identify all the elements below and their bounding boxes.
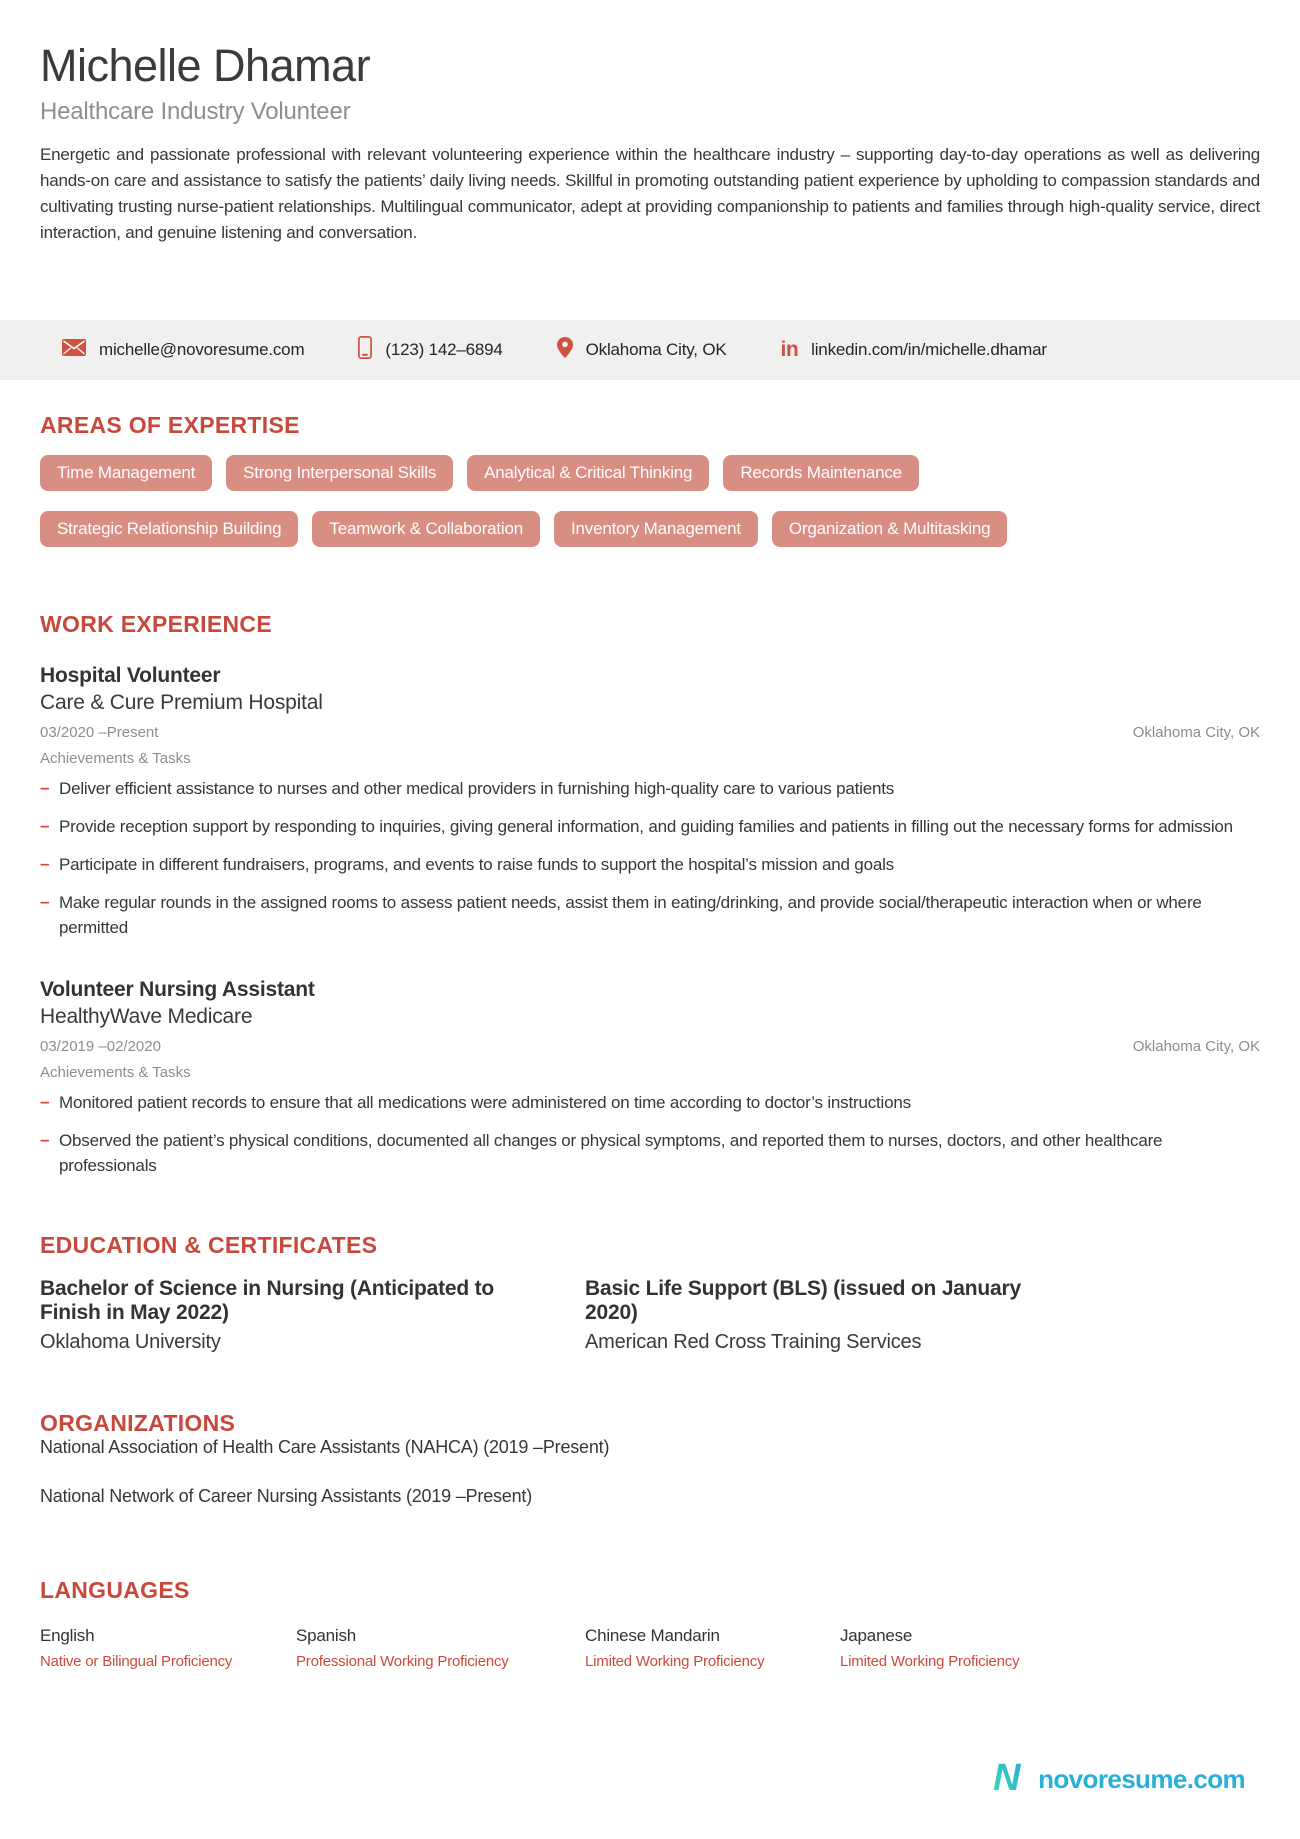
language-name: English <box>40 1626 95 1646</box>
expertise-tag: Records Maintenance <box>723 455 919 491</box>
languages-grid <box>40 1626 1260 1670</box>
job-bullets <box>40 776 1260 940</box>
linkedin-icon: in <box>780 338 799 362</box>
contact-linkedin <box>780 339 1046 360</box>
job-company: HealthyWave Medicare <box>40 1004 253 1028</box>
job-entry <box>40 978 1260 1178</box>
work-heading: WORK EXPERIENCE <box>40 610 272 637</box>
candidate-name: Michelle Dhamar <box>40 40 371 91</box>
language-name: Chinese Mandarin <box>585 1626 720 1646</box>
education-degree: Bachelor of Science in Nursing (Anticipated to Finish in May 2022) <box>40 1276 495 1325</box>
job-location: Oklahoma City, OK <box>1132 723 1260 741</box>
education-grid <box>40 1277 1260 1355</box>
job-dates: 03/2020 –Present <box>40 723 159 741</box>
logo-letter: N <box>993 1758 1021 1796</box>
expertise-tag: Strong Interpersonal Skills <box>226 455 453 491</box>
education-school: American Red Cross Training Services <box>585 1331 922 1354</box>
brand-text: novoresume.com <box>1038 1764 1245 1794</box>
expertise-tag: Organization & Multitasking <box>772 511 1008 547</box>
expertise-tag: Inventory Management <box>554 511 758 547</box>
expertise-tag: Time Management <box>40 455 212 491</box>
language-level: Limited Working Proficiency <box>840 1653 1020 1671</box>
education-degree: Basic Life Support (BLS) (issued on January 2020) <box>585 1276 1021 1325</box>
job-bullet: – Observed the patient’s physical conditions, documented all changes or physical symptoms, and reported them to nurses, doctors, and other healthcare professionals <box>40 1128 1260 1178</box>
language-level: Professional Working Proficiency <box>296 1653 509 1671</box>
job-meta <box>40 1038 1260 1055</box>
email-icon <box>62 339 86 361</box>
header <box>0 0 1300 276</box>
contact-phone <box>358 336 502 364</box>
contact-email-text: michelle@novoresume.com <box>99 339 305 359</box>
organization-item: National Network of Career Nursing Assistants (2019 –Present) <box>40 1486 533 1507</box>
job-title: Hospital Volunteer <box>40 663 221 687</box>
expertise-tag: Analytical & Critical Thinking <box>467 455 709 491</box>
language-item <box>296 1626 585 1670</box>
contact-location-text: Oklahoma City, OK <box>585 339 727 359</box>
language-level: Limited Working Proficiency <box>585 1653 765 1671</box>
language-item <box>585 1626 840 1670</box>
job-entry <box>40 664 1260 940</box>
language-item <box>40 1626 296 1670</box>
education-item <box>585 1277 1260 1355</box>
expertise-heading: AREAS OF EXPERTISE <box>40 411 300 438</box>
organization-item: National Association of Health Care Assistants (NAHCA) (2019 –Present) <box>40 1437 610 1458</box>
job-location: Oklahoma City, OK <box>1132 1037 1260 1055</box>
summary-paragraph: Energetic and passionate professional with relevant volunteering experience within the healthcare industry – supporting day-to-day operations as well as delivering hands-on care and assistance to satisfy the patients’ daily living needs. Skillful in promoting outstanding patient experience by upholding to compassion standards and cultivating trusting nurse-patient relationships. Multilingual communicator, adept at providing companionship to patients and families through high-quality service, direct interaction, and genuine listening and conversation. <box>40 144 1260 242</box>
languages-heading: LANGUAGES <box>40 1577 190 1604</box>
organizations-heading: ORGANIZATIONS <box>40 1410 236 1437</box>
expertise-tags <box>40 455 1040 547</box>
language-name: Japanese <box>840 1626 913 1646</box>
job-bullets <box>40 1090 1260 1178</box>
contact-email <box>62 339 304 361</box>
novoresume-brand-link[interactable] <box>992 1758 1245 1801</box>
phone-icon <box>358 336 372 364</box>
contact-phone-text: (123) 142–6894 <box>385 339 503 359</box>
candidate-title: Healthcare Industry Volunteer <box>40 97 351 125</box>
contact-linkedin-text: linkedin.com/in/michelle.dhamar <box>811 339 1047 359</box>
contact-location <box>557 337 727 363</box>
education-heading: EDUCATION & CERTIFICATES <box>40 1231 378 1258</box>
novoresume-logo-icon <box>992 1758 1032 1801</box>
job-bullet: – Deliver efficient assistance to nurses and other medical providers in furnishing high-quality care to various patients <box>40 776 1260 801</box>
tasks-label: Achievements & Tasks <box>40 749 191 767</box>
language-item <box>840 1626 1260 1670</box>
job-title: Volunteer Nursing Assistant <box>40 977 315 1001</box>
job-meta <box>40 724 1260 741</box>
education-item <box>40 1277 585 1355</box>
education-school: Oklahoma University <box>40 1331 221 1354</box>
job-bullet: – Monitored patient records to ensure that all medications were administered on time according to doctor’s instructions <box>40 1090 1260 1115</box>
language-level: Native or Bilingual Proficiency <box>40 1653 233 1671</box>
expertise-tag: Teamwork & Collaboration <box>312 511 540 547</box>
job-bullet: – Participate in different fundraisers, programs, and events to raise funds to support the hospital’s mission and goals <box>40 852 1260 877</box>
job-bullet: – Provide reception support by responding to inquiries, giving general information, and guiding families and patients in filling out the necessary forms for admission <box>40 814 1260 839</box>
job-dates: 03/2019 –02/2020 <box>40 1037 161 1055</box>
job-bullet: – Make regular rounds in the assigned rooms to assess patient needs, assist them in eating/drinking, and provide social/therapeutic interaction when or where permitted <box>40 890 1260 940</box>
job-company: Care & Cure Premium Hospital <box>40 690 323 714</box>
location-pin-icon <box>557 337 573 363</box>
expertise-tag: Strategic Relationship Building <box>40 511 298 547</box>
language-name: Spanish <box>296 1626 357 1646</box>
contact-bar <box>0 320 1300 380</box>
tasks-label: Achievements & Tasks <box>40 1063 191 1081</box>
